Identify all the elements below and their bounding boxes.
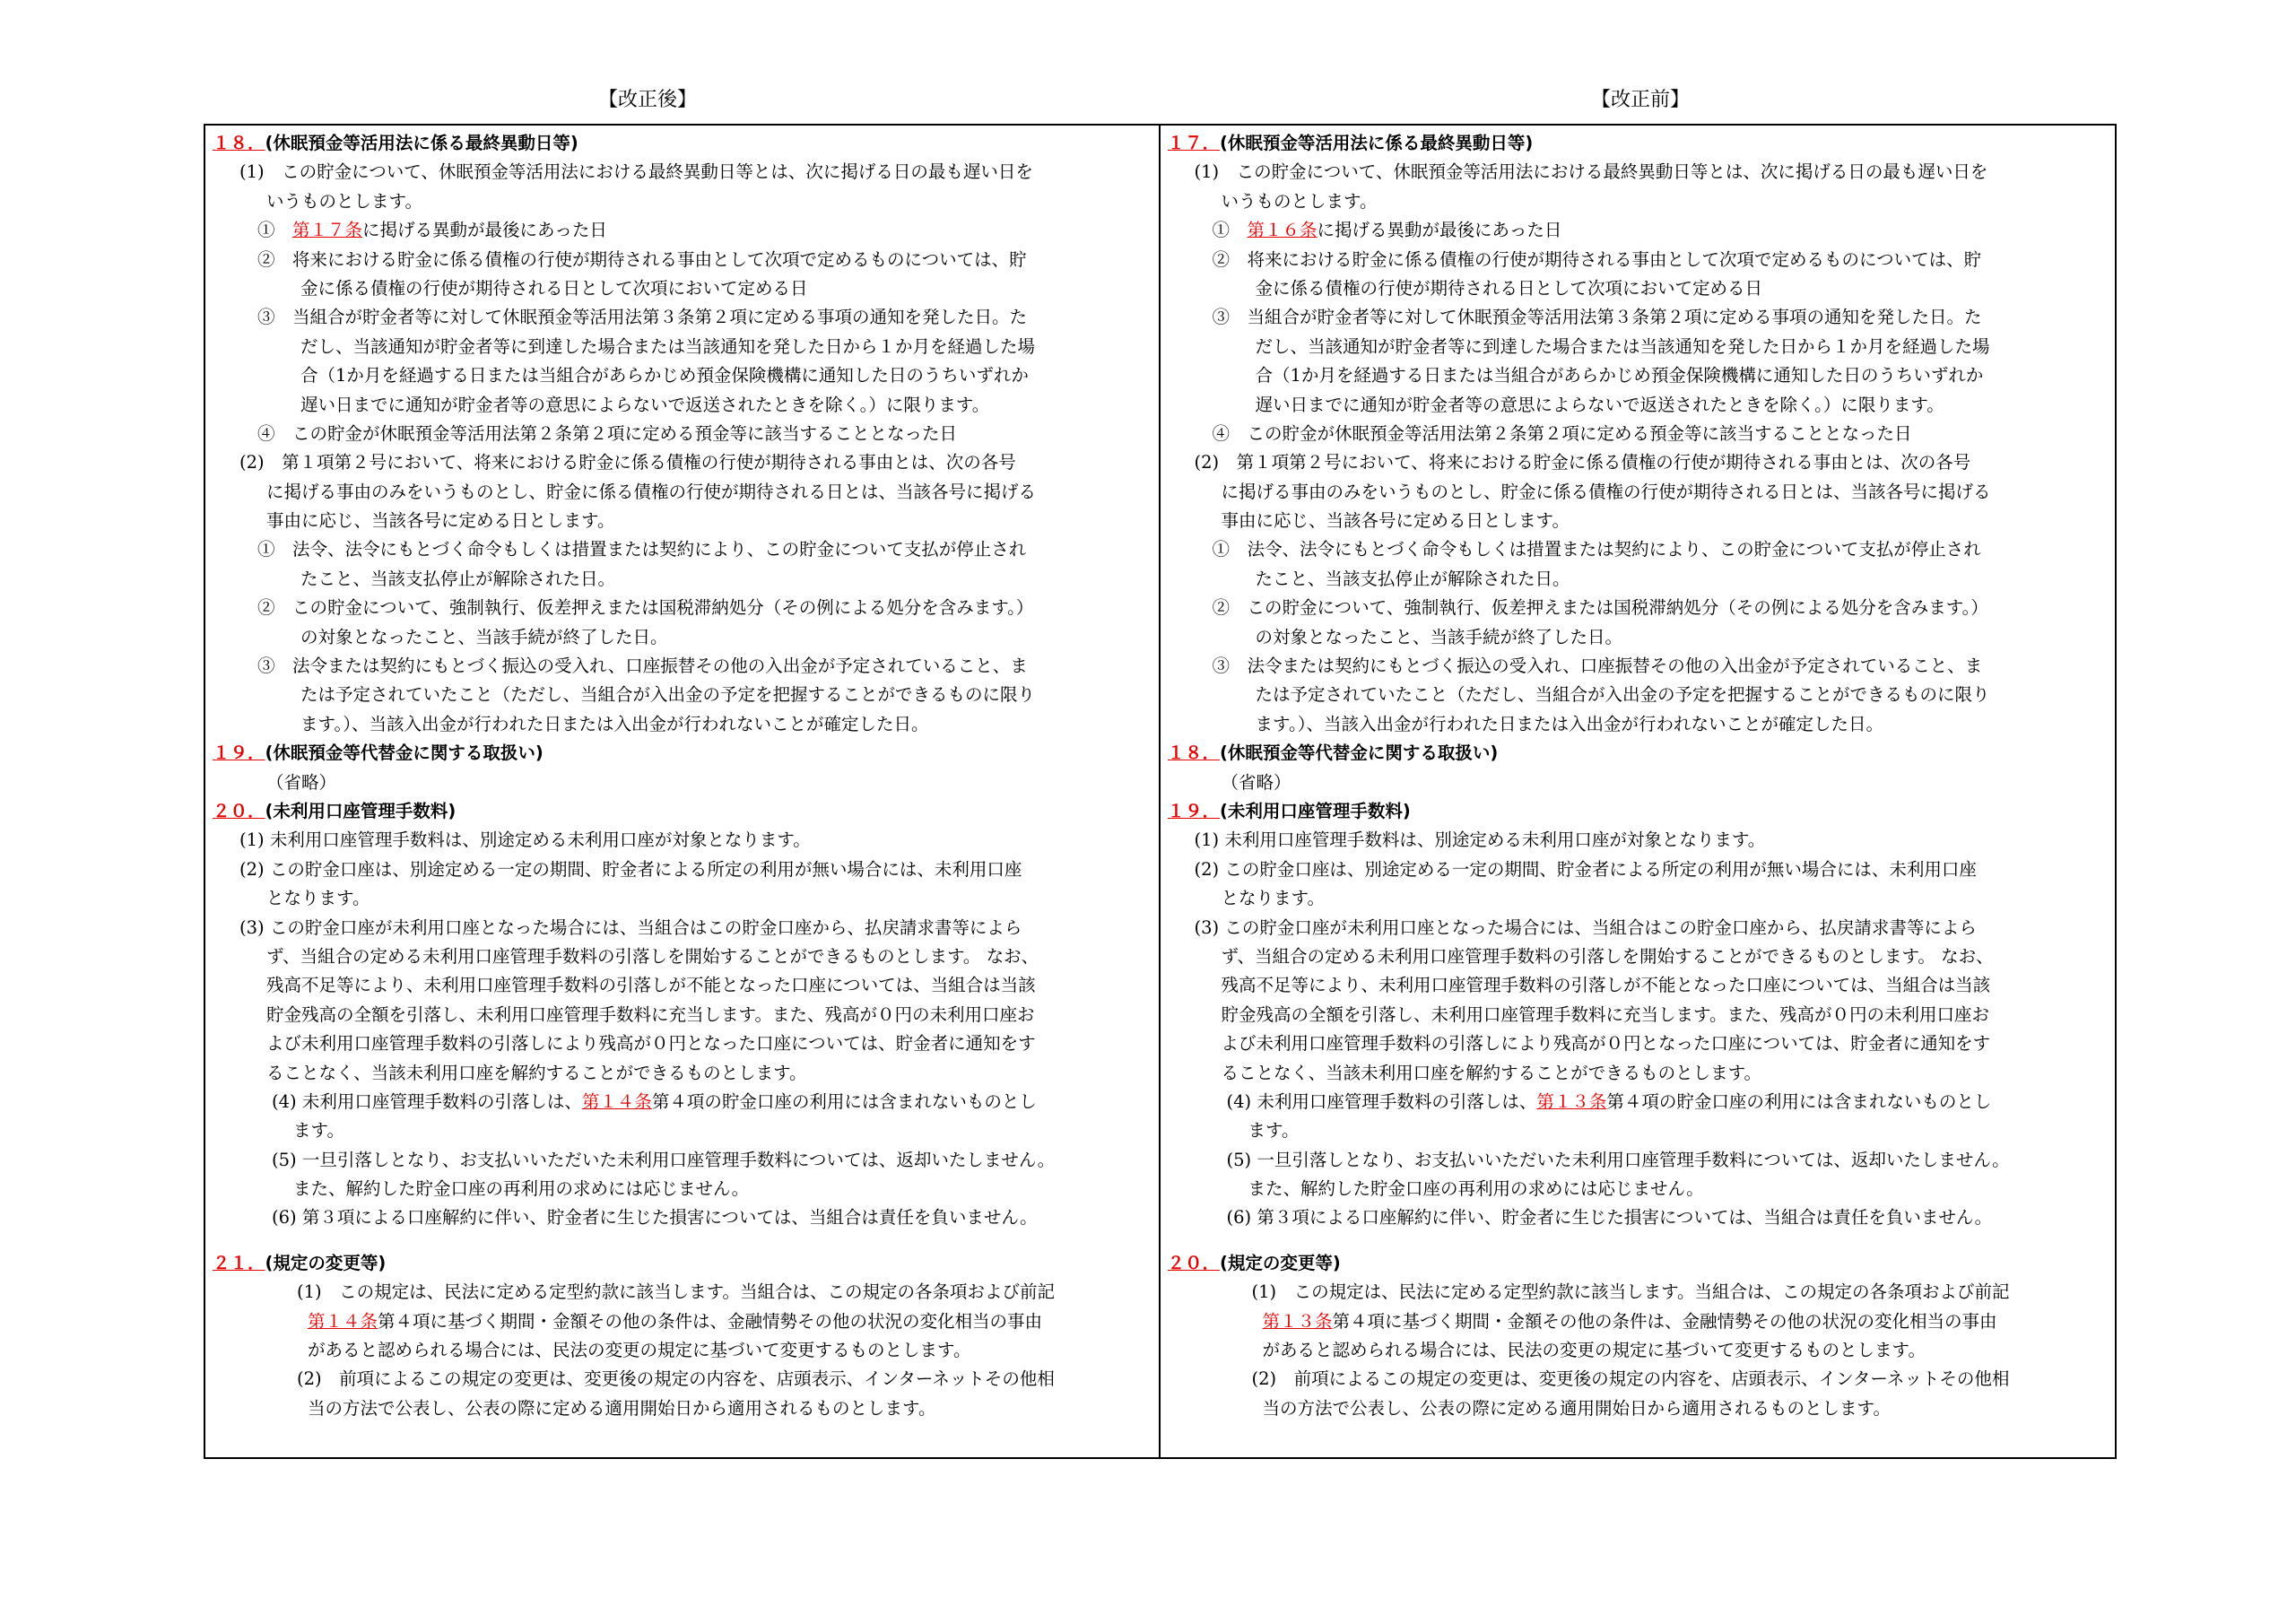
- article-title: (規定の変更等): [265, 1252, 387, 1273]
- paragraph: よび未利用口座管理手数料の引落しにより残高が０円となった口座については、貯金者に通知をす: [266, 1033, 1036, 1055]
- item: の対象となったこと、当該手続が終了した日。: [300, 626, 668, 647]
- paragraph: に掲げる事由のみをいうものとし、貯金に係る債権の行使が期待される日とは、当該各号に掲げる: [1221, 481, 1991, 502]
- article-number: １８．: [213, 133, 265, 153]
- paragraph: 当の方法で公表し、公表の際に定める適用開始日から適用されるものとします。: [1262, 1397, 1891, 1419]
- item: 金に係る債権の行使が期待される日として次項において定める日: [1255, 277, 1763, 299]
- paragraph: ます。: [293, 1120, 344, 1142]
- paragraph: 第１４条第４項に基づく期間・金額その他の条件は、金融情勢その他の状況の変化相当の事由: [308, 1310, 1043, 1332]
- paragraph: (2) この貯金口座は、別途定める一定の期間、貯金者による所定の利用が無い場合には、未利用口座: [1194, 858, 1977, 880]
- item: だし、当該通知が貯金者等に到達した場合または当該通知を発した日から１か月を経過した場: [300, 335, 1036, 357]
- item: ます。）、当該入出金が行われた日または入出金が行われないことが確定した日。: [300, 713, 929, 734]
- article-number: ２０．: [1167, 1252, 1221, 1273]
- item: ① 法令、法令にもとづく命令もしくは措置または契約により、この貯金について支払が停止され: [257, 539, 1027, 560]
- article-number: ２０．: [213, 800, 265, 821]
- item: ④ この貯金が休眠預金等活用法第２条第２項に定める預金等に該当することとなった日: [1212, 422, 1912, 444]
- article-heading: [1168, 1249, 2109, 1278]
- paragraph: (2) 第１項第２号において、将来における貯金に係る債権の行使が期待される事由とは、次の各号: [1194, 452, 1971, 473]
- item: たは予定されていたこと（ただし、当組合が入出金の予定を把握することができるものに限り: [1255, 684, 1990, 706]
- article-reference: 第１４条: [581, 1090, 652, 1112]
- paragraph: となります。: [1221, 888, 1325, 909]
- paragraph: (1) 未利用口座管理手数料は、別途定める未利用口座が対象となります。: [1194, 829, 1766, 851]
- paragraph: また、解約した貯金口座の再利用の求めには応じません。: [293, 1178, 750, 1200]
- item: の対象となったこと、当該手続が終了した日。: [1255, 626, 1623, 647]
- comparison-table: [204, 124, 2117, 1459]
- item: 遅い日までに通知が貯金者等の意思によらないで返送されたときを除く。）に限ります。: [300, 394, 990, 415]
- item: ② この貯金について、強制執行、仮差押えまたは国税滞納処分（その例による処分を含みます。）: [257, 597, 1034, 619]
- paragraph: (5) 一旦引落しとなり、お支払いいただいた未利用口座管理手数料については、返却いたしません。: [1226, 1149, 2010, 1170]
- item: たこと、当該支払停止が解除された日。: [300, 568, 616, 589]
- header-after: 【改正後】: [597, 89, 697, 111]
- paragraph: (4) 未利用口座管理手数料の引落しは、第１３条第４項の貯金口座の利用には含まれないものとし: [1226, 1090, 1992, 1112]
- paragraph: があると認められる場合には、民法の変更の規定に基づいて変更するものとします。: [308, 1340, 971, 1361]
- paragraph: ます。: [1248, 1120, 1300, 1142]
- paragraph: (6) 第３項による口座解約に伴い、貯金者に生じた損害については、当組合は責任を負いません。: [272, 1207, 1038, 1229]
- paragraph: (1) この貯金について、休眠預金等活用法における最終異動日等とは、次に掲げる日の最も遅い日を: [239, 161, 1033, 183]
- paragraph: (3) この貯金口座が未利用口座となった場合には、当組合はこの貯金口座から、払戻請求書等によら: [1194, 916, 1977, 938]
- column-after: [205, 126, 1161, 1457]
- article-title: (規定の変更等): [1220, 1252, 1341, 1273]
- item: ② 将来における貯金に係る債権の行使が期待される事由として次項で定めるものについては、貯: [1212, 248, 1982, 270]
- paragraph: (1) この貯金について、休眠預金等活用法における最終異動日等とは、次に掲げる日の最も遅い日を: [1194, 161, 1988, 183]
- paragraph: 残高不足等により、未利用口座管理手数料の引落しが不能となった口座については、当組合は当該: [266, 975, 1036, 996]
- item: ① 法令、法令にもとづく命令もしくは措置または契約により、この貯金について支払が停止され: [1212, 539, 1981, 560]
- article-heading: [213, 797, 1152, 826]
- item: ② 将来における貯金に係る債権の行使が期待される事由として次項で定めるものについては、貯: [257, 248, 1027, 270]
- paragraph: (1) この規定は、民法に定める定型約款に該当します。当組合は、この規定の各条項および前記: [297, 1281, 1056, 1303]
- article-title: (未利用口座管理手数料): [265, 800, 457, 821]
- article-reference: 第１７条: [292, 220, 363, 241]
- paragraph: ることなく、当該未利用口座を解約することができるものとします。: [1221, 1062, 1762, 1083]
- article-heading: [1168, 739, 2109, 768]
- paragraph: ることなく、当該未利用口座を解約することができるものとします。: [266, 1062, 807, 1083]
- item: 金に係る債権の行使が期待される日として次項において定める日: [300, 277, 808, 299]
- item: ② この貯金について、強制執行、仮差押えまたは国税滞納処分（その例による処分を含みます。）: [1212, 597, 1988, 619]
- article-reference: 第１３条: [1262, 1310, 1333, 1332]
- article-number: ２１．: [213, 1252, 265, 1273]
- paragraph: となります。: [266, 888, 370, 909]
- item: たは予定されていたこと（ただし、当組合が入出金の予定を把握することができるものに限り: [300, 684, 1036, 706]
- omitted-note: （省略）: [266, 771, 337, 793]
- paragraph: (2) この貯金口座は、別途定める一定の期間、貯金者による所定の利用が無い場合には、未利用口座: [239, 858, 1022, 880]
- paragraph: 事由に応じ、当該各号に定める日とします。: [266, 510, 615, 532]
- article-number: １９．: [1167, 800, 1221, 821]
- article-heading: [1168, 129, 2109, 158]
- item: たこと、当該支払停止が解除された日。: [1255, 568, 1570, 589]
- article-heading: [1168, 797, 2109, 826]
- paragraph: また、解約した貯金口座の再利用の求めには応じません。: [1248, 1178, 1704, 1200]
- item: ① 第１６条に掲げる異動が最後にあった日: [1212, 220, 1562, 241]
- item: ④ この貯金が休眠預金等活用法第２条第２項に定める預金等に該当することとなった日: [257, 422, 958, 444]
- article-number: １８．: [1167, 743, 1221, 764]
- article-reference: 第１４条: [308, 1310, 378, 1332]
- article-title: (休眠預金等活用法に係る最終異動日等): [1220, 133, 1534, 153]
- item: ます。）、当該入出金が行われた日または入出金が行われないことが確定した日。: [1255, 713, 1883, 734]
- article-title: (休眠預金等代替金に関する取扱い): [265, 743, 544, 764]
- item: 合（1か月を経過する日または当組合があらかじめ預金保険機構に通知した日のうちいずれか: [1255, 365, 1984, 386]
- article-title: (休眠預金等活用法に係る最終異動日等): [265, 133, 578, 153]
- item: ③ 当組合が貯金者等に対して休眠預金等活用法第３条第２項に定める事項の通知を発した日。た: [1212, 307, 1982, 328]
- item: ③ 法令または契約にもとづく振込の受入れ、口座振替その他の入出金が予定されていること、ま: [257, 656, 1028, 677]
- paragraph: (1) 未利用口座管理手数料は、別途定める未利用口座が対象となります。: [239, 829, 811, 851]
- item: ① 第１７条に掲げる異動が最後にあった日: [257, 220, 607, 241]
- paragraph: (2) 第１項第２号において、将来における貯金に係る債権の行使が期待される事由とは、次の各号: [239, 452, 1016, 473]
- paragraph: があると認められる場合には、民法の変更の規定に基づいて変更するものとします。: [1262, 1340, 1926, 1361]
- paragraph: (4) 未利用口座管理手数料の引落しは、第１４条第４項の貯金口座の利用には含まれないものとし: [272, 1090, 1037, 1112]
- paragraph: ず、当組合の定める未利用口座管理手数料の引落しを開始することができるものとします。 なお、: [1221, 945, 1994, 967]
- header-before: 【改正前】: [1590, 89, 1690, 111]
- paragraph: いうものとします。: [266, 190, 422, 212]
- article-heading: [213, 739, 1152, 768]
- paragraph: ず、当組合の定める未利用口座管理手数料の引落しを開始することができるものとします。 なお、: [266, 945, 1039, 967]
- item: 遅い日までに通知が貯金者等の意思によらないで返送されたときを除く。）に限ります。: [1255, 394, 1944, 415]
- paragraph: に掲げる事由のみをいうものとし、貯金に係る債権の行使が期待される日とは、当該各号に掲げる: [266, 481, 1037, 502]
- omitted-note: （省略）: [1221, 771, 1292, 793]
- paragraph: (2) 前項によるこの規定の変更は、変更後の規定の内容を、店頭表示、インターネットその他相: [297, 1368, 1055, 1390]
- paragraph: いうものとします。: [1221, 190, 1378, 212]
- paragraph: 第１３条第４項に基づく期間・金額その他の条件は、金融情勢その他の状況の変化相当の事由: [1262, 1310, 1997, 1332]
- paragraph: 貯金残高の全額を引落し、未利用口座管理手数料に充当します。また、残高が０円の未利用口座お: [266, 1003, 1035, 1025]
- item: ③ 法令または契約にもとづく振込の受入れ、口座振替その他の入出金が予定されていること、ま: [1212, 656, 1983, 677]
- paragraph: 事由に応じ、当該各号に定める日とします。: [1221, 510, 1570, 532]
- item: 合（1か月を経過する日または当組合があらかじめ預金保険機構に通知した日のうちいずれか: [300, 365, 1029, 386]
- paragraph: 残高不足等により、未利用口座管理手数料の引落しが不能となった口座については、当組合は当該: [1221, 975, 1991, 996]
- paragraph: (5) 一旦引落しとなり、お支払いいただいた未利用口座管理手数料については、返却いたしません。: [272, 1149, 1056, 1170]
- paragraph: 当の方法で公表し、公表の際に定める適用開始日から適用されるものとします。: [308, 1397, 936, 1419]
- paragraph: (2) 前項によるこの規定の変更は、変更後の規定の内容を、店頭表示、インターネットその他相: [1251, 1368, 2010, 1390]
- paragraph: (1) この規定は、民法に定める定型約款に該当します。当組合は、この規定の各条項および前記: [1251, 1281, 2010, 1303]
- column-before: [1161, 126, 2116, 1457]
- paragraph: (6) 第３項による口座解約に伴い、貯金者に生じた損害については、当組合は責任を負いません。: [1226, 1207, 1993, 1229]
- article-number: １９．: [213, 743, 265, 764]
- item: だし、当該通知が貯金者等に到達した場合または当該通知を発した日から１か月を経過した場: [1255, 335, 1990, 357]
- article-reference: 第１６条: [1247, 220, 1318, 241]
- article-number: １７．: [1167, 133, 1221, 153]
- paragraph: (3) この貯金口座が未利用口座となった場合には、当組合はこの貯金口座から、払戻請求書等によら: [239, 916, 1022, 938]
- article-reference: 第１３条: [1536, 1090, 1607, 1112]
- item: ③ 当組合が貯金者等に対して休眠預金等活用法第３条第２項に定める事項の通知を発した日。た: [257, 307, 1028, 328]
- article-title: (休眠預金等代替金に関する取扱い): [1220, 743, 1499, 764]
- article-title: (未利用口座管理手数料): [1220, 800, 1411, 821]
- paragraph: 貯金残高の全額を引落し、未利用口座管理手数料に充当します。また、残高が０円の未利用口座お: [1221, 1003, 1989, 1025]
- article-heading: [213, 129, 1152, 158]
- paragraph: よび未利用口座管理手数料の引落しにより残高が０円となった口座については、貯金者に通知をす: [1221, 1033, 1991, 1055]
- article-heading: [213, 1249, 1152, 1278]
